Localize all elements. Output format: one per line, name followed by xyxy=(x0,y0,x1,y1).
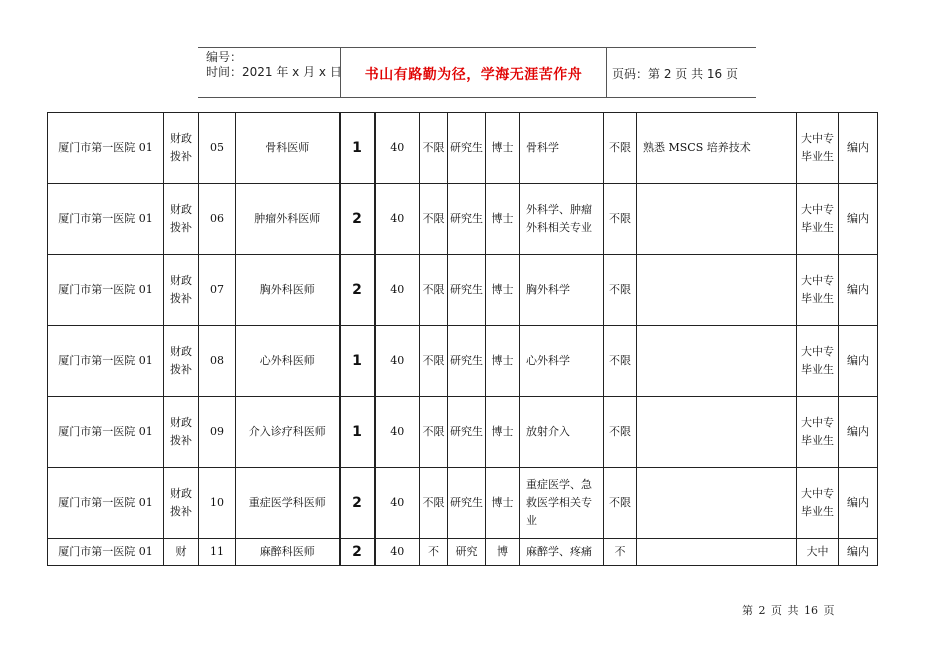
education-cell: 研究 xyxy=(448,539,486,566)
funding-cell: 财政拨补 xyxy=(164,468,199,539)
target-cell: 大中专毕业生 xyxy=(797,184,839,255)
other-requirement-cell xyxy=(637,184,797,255)
degree-cell: 博士 xyxy=(486,184,520,255)
staffing-type-cell: 编内 xyxy=(839,326,878,397)
funding-cell: 财政拨补 xyxy=(164,326,199,397)
education-cell: 研究生 xyxy=(448,113,486,184)
header-page-number: 页码：第 2 页 共 16 页 xyxy=(612,67,738,81)
position-cell: 介入诊疗科医师 xyxy=(236,397,340,468)
target-cell: 大中专毕业生 xyxy=(797,255,839,326)
other-requirement-cell: 熟悉 MSCS 培养技术 xyxy=(637,113,797,184)
table-row xyxy=(48,113,878,184)
requirement-cell: 不限 xyxy=(604,468,637,539)
code-cell: 10 xyxy=(199,468,236,539)
major-cell: 麻醉学、疼痛 xyxy=(520,539,604,566)
requirement-cell: 不 xyxy=(420,539,448,566)
degree-cell: 博 xyxy=(486,539,520,566)
education-cell: 研究生 xyxy=(448,184,486,255)
age-cell: 40 xyxy=(375,397,420,468)
degree-cell: 博士 xyxy=(486,326,520,397)
requirement-cell: 不限 xyxy=(420,184,448,255)
table-row xyxy=(48,397,878,468)
position-cell: 重症医学科医师 xyxy=(236,468,340,539)
position-cell: 骨科医师 xyxy=(236,113,340,184)
table-row xyxy=(48,539,878,566)
code-cell: 05 xyxy=(199,113,236,184)
count-cell: 1 xyxy=(340,397,375,468)
target-cell: 大中专毕业生 xyxy=(797,468,839,539)
requirement-cell: 不限 xyxy=(604,113,637,184)
other-requirement-cell xyxy=(637,539,797,566)
other-requirement-cell xyxy=(637,255,797,326)
code-cell: 07 xyxy=(199,255,236,326)
table-row xyxy=(48,326,878,397)
age-cell: 40 xyxy=(375,539,420,566)
code-cell: 09 xyxy=(199,397,236,468)
staffing-type-cell: 编内 xyxy=(839,539,878,566)
funding-cell: 财政拨补 xyxy=(164,184,199,255)
count-cell: 2 xyxy=(340,184,375,255)
staffing-type-cell: 编内 xyxy=(839,255,878,326)
education-cell: 研究生 xyxy=(448,255,486,326)
time-label: 时间：2021 年 x 月 x 日 xyxy=(206,65,342,79)
position-cell: 胸外科医师 xyxy=(236,255,340,326)
degree-cell: 博士 xyxy=(486,113,520,184)
age-cell: 40 xyxy=(375,468,420,539)
requirement-cell: 不限 xyxy=(604,397,637,468)
requirement-cell: 不 xyxy=(604,539,637,566)
requirement-cell: 不限 xyxy=(604,255,637,326)
code-cell: 08 xyxy=(199,326,236,397)
requirement-cell: 不限 xyxy=(604,326,637,397)
funding-cell: 财政拨补 xyxy=(164,397,199,468)
recruitment-table xyxy=(47,112,878,566)
funding-cell: 财政拨补 xyxy=(164,113,199,184)
major-cell: 胸外科学 xyxy=(520,255,604,326)
age-cell: 40 xyxy=(375,326,420,397)
staffing-type-cell: 编内 xyxy=(839,113,878,184)
degree-cell: 博士 xyxy=(486,397,520,468)
education-cell: 研究生 xyxy=(448,468,486,539)
other-requirement-cell xyxy=(637,326,797,397)
table-body xyxy=(48,113,878,566)
major-cell: 重症医学、急救医学相关专业 xyxy=(520,468,604,539)
unit-cell: 厦门市第一医院 01 xyxy=(48,184,164,255)
requirement-cell: 不限 xyxy=(420,326,448,397)
major-cell: 放射介入 xyxy=(520,397,604,468)
requirement-cell: 不限 xyxy=(604,184,637,255)
unit-cell: 厦门市第一医院 01 xyxy=(48,397,164,468)
staffing-type-cell: 编内 xyxy=(839,468,878,539)
age-cell: 40 xyxy=(375,255,420,326)
header-divider xyxy=(606,48,607,97)
table-row xyxy=(48,184,878,255)
page-header xyxy=(198,47,756,98)
requirement-cell: 不限 xyxy=(420,113,448,184)
funding-cell: 财政拨补 xyxy=(164,255,199,326)
count-cell: 2 xyxy=(340,468,375,539)
count-cell: 2 xyxy=(340,255,375,326)
header-meta xyxy=(206,50,342,80)
header-motto: 书山有路勤为径，学海无涯苦作舟 xyxy=(364,67,583,83)
staffing-type-cell: 编内 xyxy=(839,397,878,468)
count-cell: 1 xyxy=(340,326,375,397)
position-cell: 肿瘤外科医师 xyxy=(236,184,340,255)
target-cell: 大中 xyxy=(797,539,839,566)
target-cell: 大中专毕业生 xyxy=(797,397,839,468)
target-cell: 大中专毕业生 xyxy=(797,113,839,184)
unit-cell: 厦门市第一医院 01 xyxy=(48,539,164,566)
major-cell: 外科学、肿瘤外科相关专业 xyxy=(520,184,604,255)
table-row xyxy=(48,255,878,326)
major-cell: 心外科学 xyxy=(520,326,604,397)
degree-cell: 博士 xyxy=(486,468,520,539)
code-label: 编号： xyxy=(206,50,243,64)
page-footer: 第 2 页 共 16 页 xyxy=(742,604,835,617)
count-cell: 2 xyxy=(340,539,375,566)
requirement-cell: 不限 xyxy=(420,255,448,326)
code-cell: 11 xyxy=(199,539,236,566)
unit-cell: 厦门市第一医院 01 xyxy=(48,468,164,539)
education-cell: 研究生 xyxy=(448,326,486,397)
funding-cell: 财 xyxy=(164,539,199,566)
other-requirement-cell xyxy=(637,397,797,468)
target-cell: 大中专毕业生 xyxy=(797,326,839,397)
degree-cell: 博士 xyxy=(486,255,520,326)
unit-cell: 厦门市第一医院 01 xyxy=(48,255,164,326)
requirement-cell: 不限 xyxy=(420,468,448,539)
major-cell: 骨科学 xyxy=(520,113,604,184)
other-requirement-cell xyxy=(637,468,797,539)
count-cell: 1 xyxy=(340,113,375,184)
age-cell: 40 xyxy=(375,184,420,255)
position-cell: 心外科医师 xyxy=(236,326,340,397)
unit-cell: 厦门市第一医院 01 xyxy=(48,113,164,184)
table-row xyxy=(48,468,878,539)
education-cell: 研究生 xyxy=(448,397,486,468)
unit-cell: 厦门市第一医院 01 xyxy=(48,326,164,397)
position-cell: 麻醉科医师 xyxy=(236,539,340,566)
code-cell: 06 xyxy=(199,184,236,255)
staffing-type-cell: 编内 xyxy=(839,184,878,255)
requirement-cell: 不限 xyxy=(420,397,448,468)
age-cell: 40 xyxy=(375,113,420,184)
